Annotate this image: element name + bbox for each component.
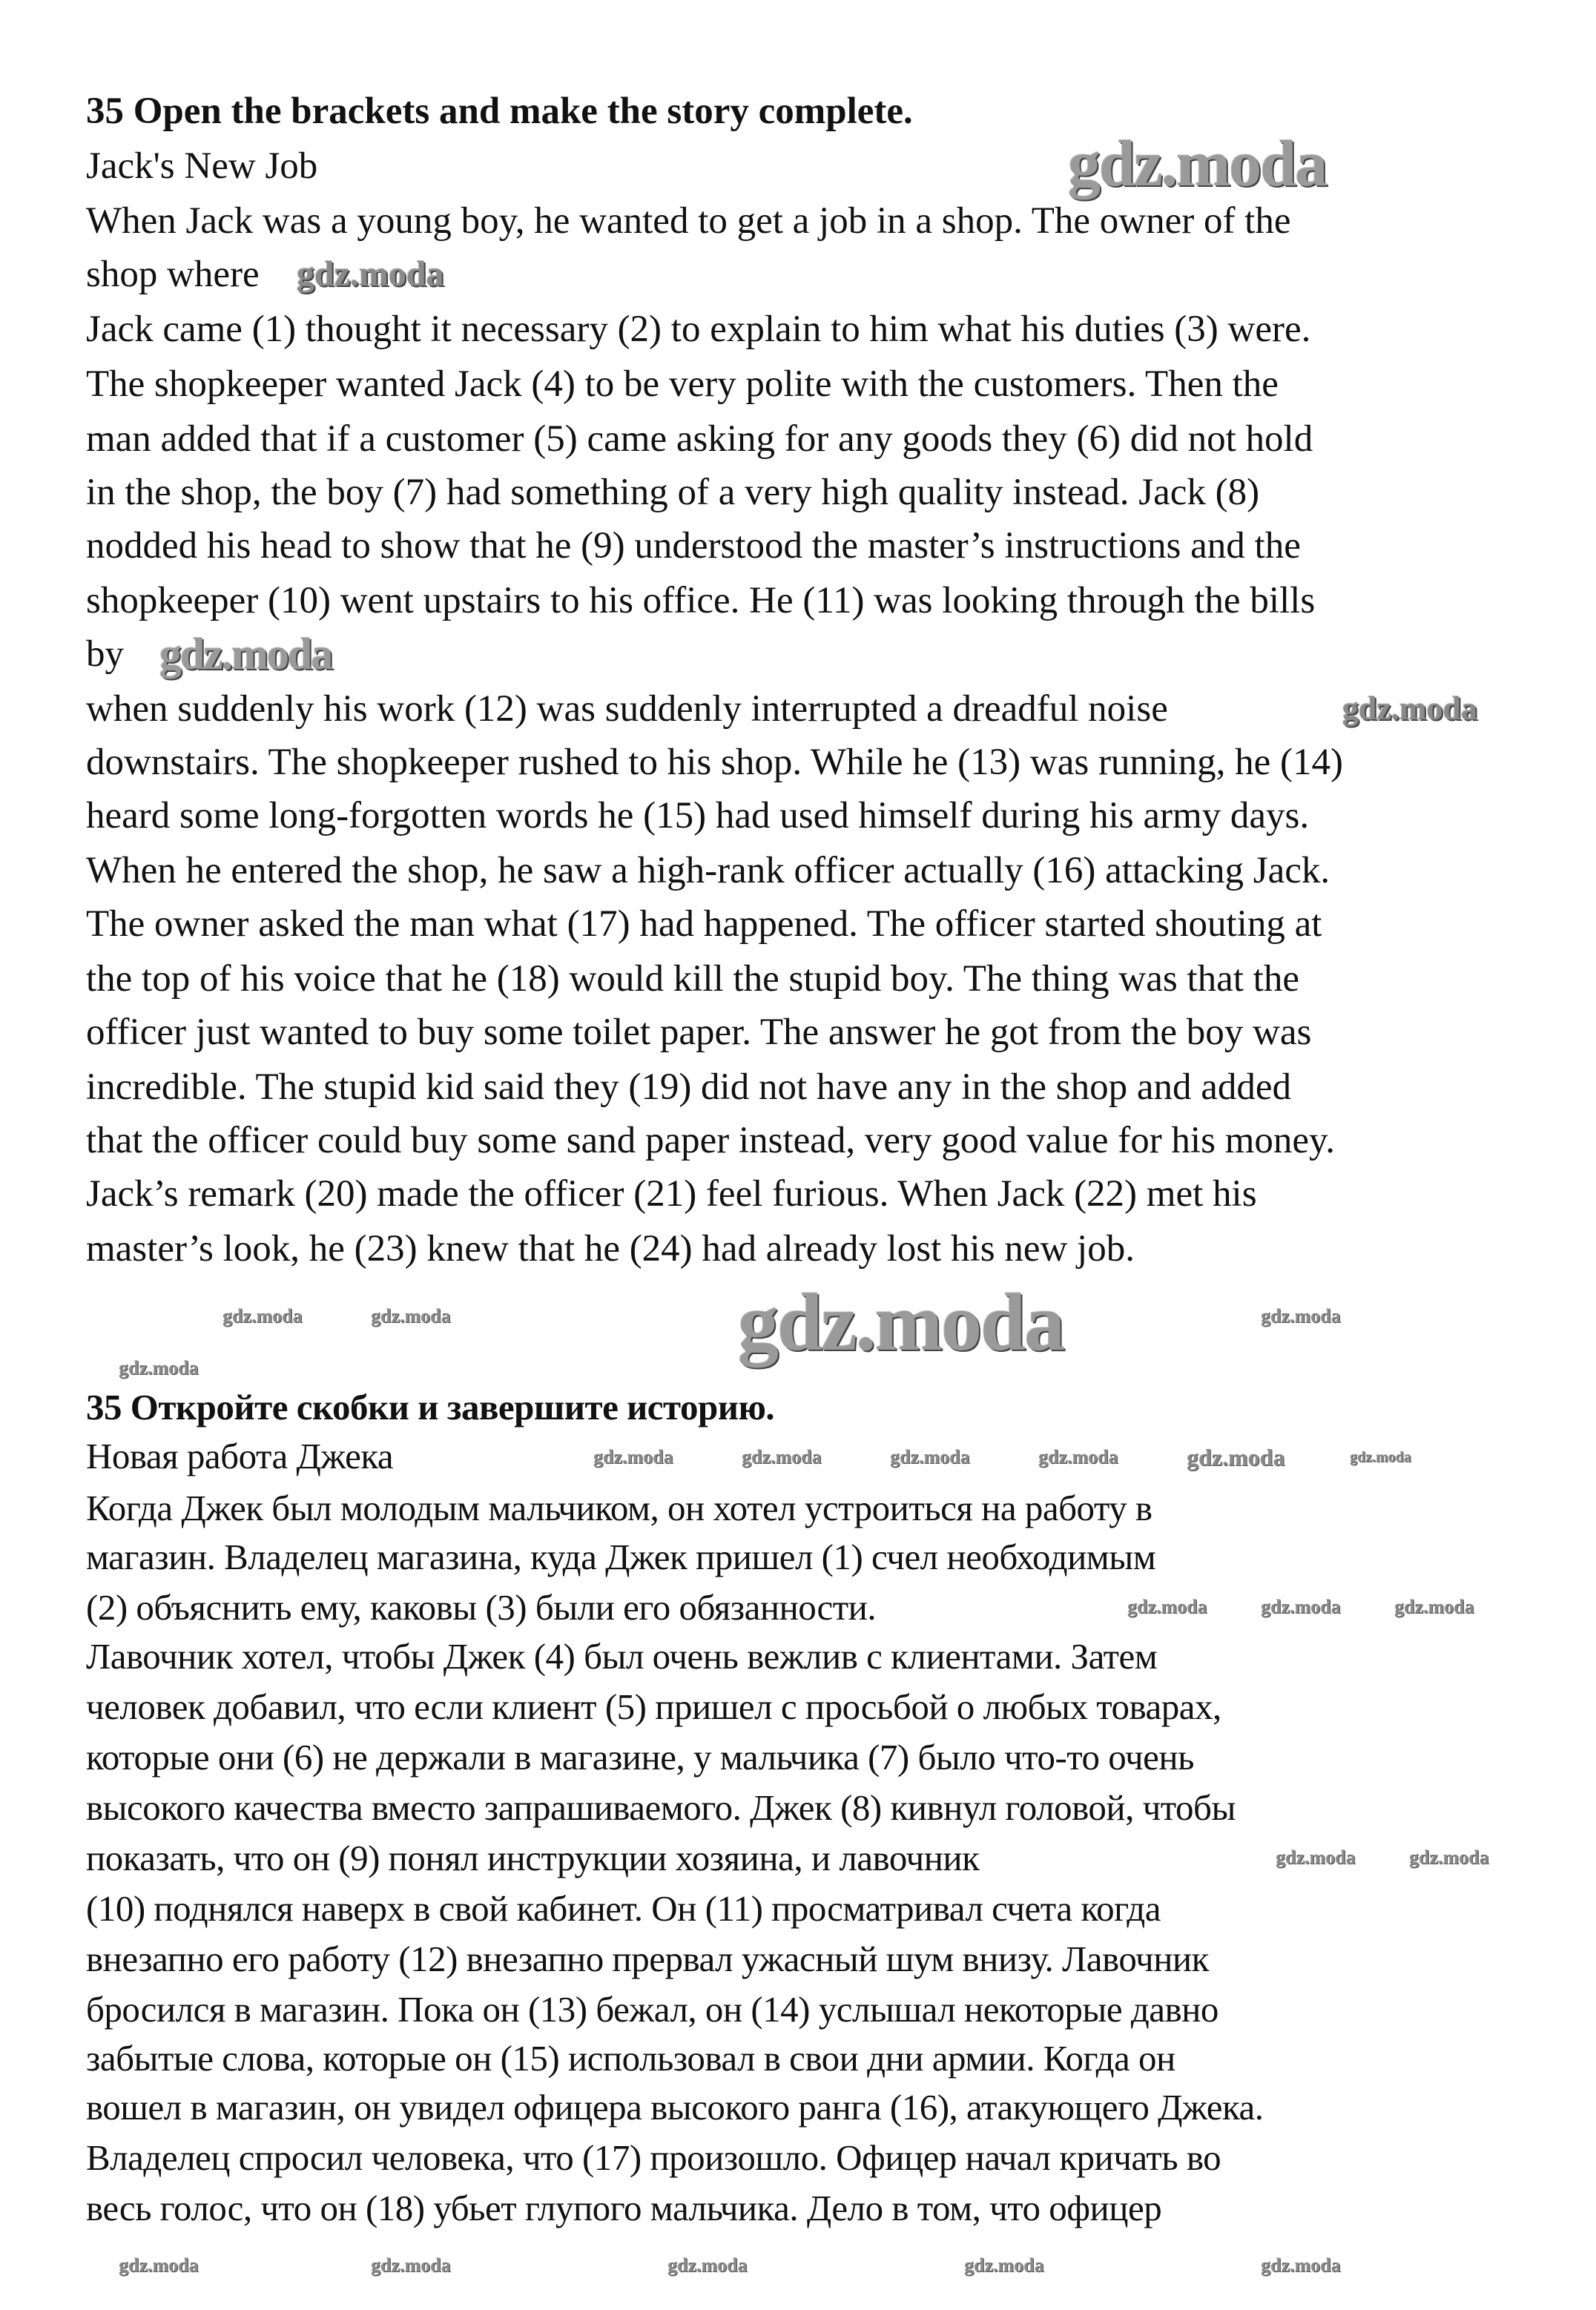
- watermark-logo: gdz.moda: [222, 1305, 303, 1327]
- text-line: downstairs. The shopkeeper rushed to his shop. While he (13) was running, he (14): [86, 742, 1343, 783]
- text-line: вошел в магазин, он увидел офицера высокого ранга (16), атакующего Джека.: [86, 2087, 1264, 2128]
- text-line: показать, что он (9) понял инструкции хозяина, и лавочник: [86, 1838, 980, 1878]
- watermark-logo: gdz.moda: [297, 254, 444, 294]
- text-line: (10) поднялся наверх в свой кабинет. Он (11) просматривал счета когда: [86, 1888, 1161, 1929]
- watermark-logo: gdz.moda: [1261, 1596, 1341, 1617]
- text-line: Владелец спросил человека, что (17) произошло. Офицер начал кричать во: [86, 2137, 1221, 2178]
- watermark-logo: gdz.moda: [1068, 128, 1327, 200]
- watermark-logo: gdz.moda: [1261, 1305, 1341, 1327]
- watermark-logo: gdz.moda: [890, 1446, 970, 1468]
- text-line: бросился в магазин. Пока он (13) бежал, он (14) услышал некоторые давно: [86, 1989, 1219, 2030]
- watermark-logo: gdz.moda: [1342, 690, 1478, 727]
- exercise-heading-en: 35 Open the brackets and make the story complete.: [86, 90, 913, 132]
- watermark-logo: gdz.moda: [593, 1446, 673, 1468]
- watermark-logo: gdz.moda: [1038, 1446, 1118, 1468]
- text-line: внезапно его работу (12) внезапно прервал ужасный шум внизу. Лавочник: [86, 1938, 1209, 1979]
- watermark-logo: gdz.moda: [1127, 1596, 1207, 1617]
- text-line: высокого качества вместо запрашиваемого. Джек (8) кивнул головой, чтобы: [86, 1787, 1236, 1828]
- watermark-logo: gdz.moda: [1187, 1444, 1285, 1471]
- text-line: которые они (6) не держали в магазине, у мальчика (7) было что-то очень: [86, 1737, 1194, 1778]
- text-line: забытые слова, которые он (15) использовал в свои дни армии. Когда он: [86, 2038, 1175, 2079]
- exercise-heading-ru: 35 Откройте скобки и завершите историю.: [86, 1387, 775, 1428]
- watermark-logo: gdz.moda: [742, 1446, 822, 1468]
- text-line: When Jack was a young boy, he wanted to get a job in a shop. The owner of the: [86, 200, 1291, 242]
- text-line: that the officer could buy some sand paper instead, very good value for his money.: [86, 1120, 1335, 1161]
- text-line: master’s look, he (23) knew that he (24) had already lost his new job.: [86, 1228, 1135, 1270]
- text-line: shop where: [86, 254, 260, 295]
- text-line: incredible. The stupid kid said they (19) did not have any in the shop and added: [86, 1066, 1292, 1108]
- text-line: in the shop, the boy (7) had something of a very high quality instead. Jack (8): [86, 472, 1260, 513]
- watermark-logo: gdz.moda: [119, 2254, 199, 2276]
- watermark-logo: gdz.moda: [738, 1277, 1064, 1367]
- text-line: The shopkeeper wanted Jack (4) to be very polite with the customers. Then the: [86, 363, 1279, 405]
- watermark-logo: gdz.moda: [1261, 2254, 1341, 2276]
- text-line: Лавочник хотел, чтобы Джек (4) был очень вежлив с клиентами. Затем: [86, 1636, 1158, 1677]
- text-line: by: [86, 633, 124, 675]
- text-line: Jack came (1) thought it necessary (2) to explain to him what his duties (3) were.: [86, 308, 1311, 350]
- text-line: (2) объяснить ему, каковы (3) были его обязанности.: [86, 1587, 877, 1628]
- text-line: man added that if a customer (5) came asking for any goods they (6) did not hold: [86, 418, 1313, 460]
- text-line: When he entered the shop, he saw a high-rank officer actually (16) attacking Jack.: [86, 850, 1330, 891]
- text-line: Когда Джек был молодым мальчиком, он хотел устроиться на работу в: [86, 1488, 1153, 1528]
- watermark-logo: gdz.moda: [1394, 1596, 1474, 1617]
- text-line: the top of his voice that he (18) would kill the stupid boy. The thing was that the: [86, 958, 1299, 1000]
- story-title-ru: Новая работа Джека: [86, 1436, 394, 1476]
- text-line: весь голос, что он (18) убьет глупого мальчика. Дело в том, что офицер: [86, 2188, 1162, 2228]
- watermark-logo: gdz.moda: [371, 2254, 451, 2276]
- watermark-logo: gdz.moda: [667, 2254, 748, 2276]
- watermark-logo: gdz.moda: [119, 1357, 199, 1379]
- text-line: магазин. Владелец магазина, куда Джек пришел (1) счел необходимым: [86, 1537, 1156, 1577]
- watermark-logo: gdz.moda: [371, 1305, 451, 1327]
- text-line: when suddenly his work (12) was suddenly interrupted a dreadful noise: [86, 688, 1168, 730]
- watermark-logo: gdz.moda: [1350, 1449, 1411, 1465]
- text-line: officer just wanted to buy some toilet paper. The answer he got from the boy was: [86, 1012, 1312, 1053]
- story-title-en: Jack's New Job: [86, 145, 318, 187]
- watermark-logo: gdz.moda: [159, 630, 332, 679]
- text-line: Jack’s remark (20) made the officer (21) feel furious. When Jack (22) met his: [86, 1173, 1257, 1215]
- watermark-logo: gdz.moda: [964, 2254, 1044, 2276]
- watermark-logo: gdz.moda: [1409, 1847, 1489, 1868]
- text-line: nodded his head to show that he (9) understood the master’s instructions and the: [86, 525, 1301, 567]
- text-line: человек добавил, что если клиент (5) пришел с просьбой о любых товарах,: [86, 1686, 1221, 1727]
- text-line: The owner asked the man what (17) had happened. The officer started shouting at: [86, 903, 1322, 945]
- text-line: shopkeeper (10) went upstairs to his office. He (11) was looking through the bills: [86, 580, 1316, 621]
- text-line: heard some long-forgotten words he (15) had used himself during his army days.: [86, 795, 1310, 836]
- watermark-logo: gdz.moda: [1276, 1847, 1356, 1868]
